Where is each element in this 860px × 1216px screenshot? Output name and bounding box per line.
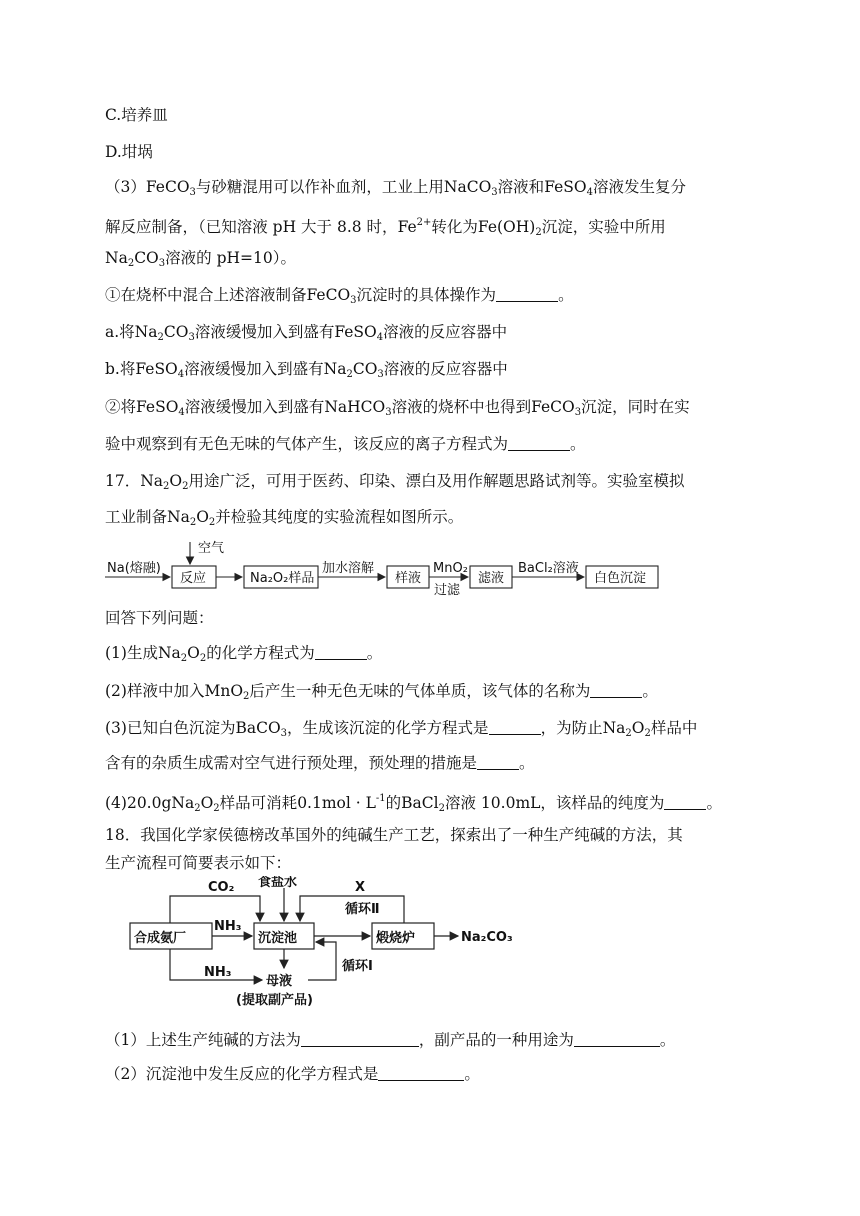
flow-liquid: 样液 xyxy=(395,571,422,586)
option-c: C.培养皿 xyxy=(105,106,168,124)
flow-white: 白色沉淀 xyxy=(594,571,647,586)
brine-label: 食盐水 xyxy=(258,876,298,890)
q3-sub2-line1: ②将FeSO$_4$溶液缓慢加入到盛有NaHCO$_3$溶液的烧杯中也得到FeCO$_3$沉淀，同时在实 xyxy=(105,398,690,418)
answer-blank[interactable] xyxy=(489,720,541,735)
q17-part4: $(4)20.0gNa_2O_2$样品可消耗$0.1mol \cdot L^{-1}$的BaCl$_2$溶液 10.0mL，该样品的纯度为 。 xyxy=(105,793,722,814)
x-label: X xyxy=(355,880,366,895)
q3-sub1: ①在烧杯中混合上述溶液制备FeCO$_3$沉淀时的具体操作为 。 xyxy=(105,286,574,306)
q18-part2: （2）沉淀池中发生反应的化学方程式是 。 xyxy=(105,1065,480,1083)
tank-label: 沉淀池 xyxy=(258,931,298,946)
q17-line1: 17．$Na_2O_2$用途广泛，可用于医药、印染、漂白及用作解题思路试剂等。实验室模拟 xyxy=(105,472,685,492)
q17-part1: (1)生成$Na_2O_2$的化学方程式为 。 xyxy=(105,644,383,664)
q17-part2: (2)样液中加入MnO$_2$后产生一种无色无味的气体单质，该气体的名称为 。 xyxy=(105,682,658,702)
option-a: a.将$Na_2CO_3$溶液缓慢加入到盛有FeSO$_4$溶液的反应容器中 xyxy=(105,323,508,343)
answer-blank[interactable] xyxy=(496,287,558,302)
answer-blank[interactable] xyxy=(574,1032,660,1047)
co2-label: CO₂ xyxy=(208,880,235,895)
soda-process-flow xyxy=(0,876,860,1016)
flow-filtrate: 滤液 xyxy=(478,571,505,586)
answer-blank[interactable] xyxy=(508,436,570,451)
cycle2-label: 循环Ⅱ xyxy=(345,902,380,917)
q17-line2: 工业制备$Na_2O_2$并检验其纯度的实验流程如图所示。 xyxy=(105,508,464,528)
flow-filter: 过滤 xyxy=(434,583,461,596)
answer-blank[interactable] xyxy=(590,683,642,698)
answer-blank[interactable] xyxy=(378,1066,464,1081)
product-label: Na₂CO₃ xyxy=(461,930,513,945)
q18-line1: 18．我国化学家侯德榜改革国外的纯碱生产工艺，探索出了一种生产纯碱的方法，其 xyxy=(105,826,683,844)
q3-line2: 解反应制备，（已知溶液 pH 大于 8.8 时，$Fe^{2+}$转化为$Fe(OH)_2$沉淀，实验中所用 xyxy=(105,217,666,238)
nh3-label-top: NH₃ xyxy=(214,919,242,934)
answer-blank[interactable] xyxy=(301,1032,419,1047)
answer-blank[interactable] xyxy=(664,795,706,810)
mother-liquor-label: 母液 xyxy=(266,974,293,989)
flow-mno2: MnO₂ xyxy=(433,561,468,576)
flow-dissolve: 加水溶解 xyxy=(322,561,375,576)
extract-label: (提取副产品) xyxy=(236,993,313,1008)
flow-bacl2: BaCl₂溶液 xyxy=(518,561,579,576)
q17-part3-line2: 含有的杂质生成需对空气进行预处理，预处理的措施是 。 xyxy=(105,754,535,772)
cycle1-label: 循环Ⅰ xyxy=(342,959,373,974)
q3-line3: $Na_2CO_3$溶液的 pH=10）。 xyxy=(105,249,296,269)
flow-input: Na(熔融) xyxy=(107,561,161,576)
q17-part3-line1: (3)已知白色沉淀为BaCO$_3$，生成该沉淀的化学方程式是 ，为防止$Na_2O_2$样品中 xyxy=(105,719,698,739)
q18-part1: （1）上述生产纯碱的方法为 ，副产品的一种用途为 。 xyxy=(105,1031,676,1049)
option-b: b.将FeSO$_4$溶液缓慢加入到盛有$Na_2CO_3$溶液的反应容器中 xyxy=(105,360,508,380)
option-d: D.坩埚 xyxy=(105,143,153,161)
answer-blank[interactable] xyxy=(477,755,519,770)
q18-line2: 生产流程可简要表示如下： xyxy=(105,854,292,872)
answer-blank[interactable] xyxy=(315,645,367,660)
q17-answer-prompt: 回答下列问题： xyxy=(105,609,214,627)
flow-react: 反应 xyxy=(180,571,207,586)
flow-sample: Na₂O₂样品 xyxy=(250,571,315,586)
plant-label: 合成氨厂 xyxy=(134,931,187,946)
furnace-label: 煅烧炉 xyxy=(376,931,416,946)
q3-line1: （3）FeCO$_3$与砂糖混用可以作补血剂，工业上用NaCO$_3$溶液和FeSO$_4$溶液发生复分 xyxy=(105,178,686,198)
flow-air: 空气 xyxy=(198,541,225,556)
q3-sub2-line2: 验中观察到有无色无味的气体产生，该反应的离子方程式为 。 xyxy=(105,435,586,453)
na2o2-process-flow xyxy=(0,536,860,596)
nh3-label-bottom: NH₃ xyxy=(204,965,232,980)
